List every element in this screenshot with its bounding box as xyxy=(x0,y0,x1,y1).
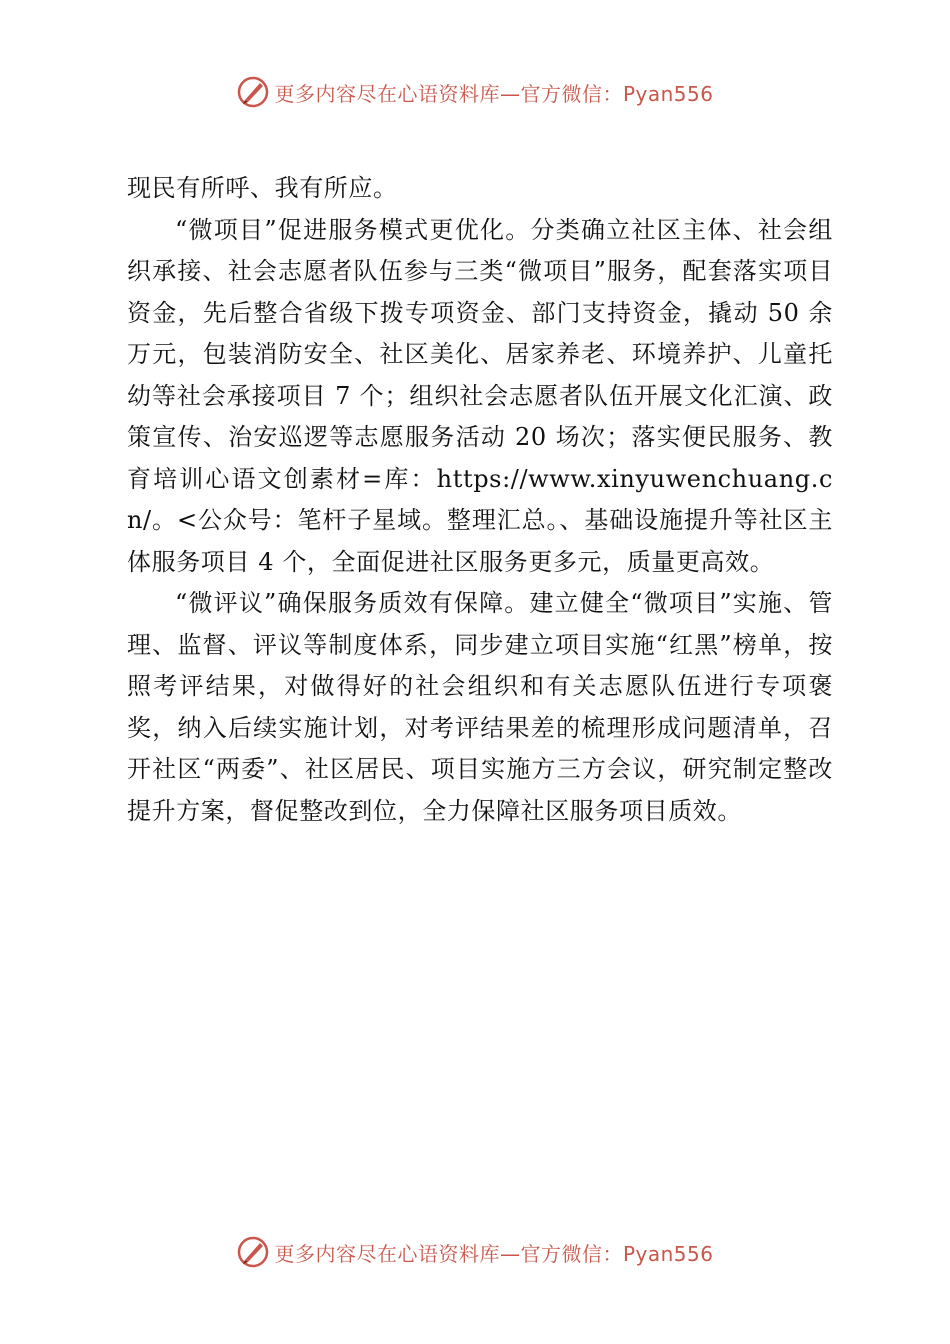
footer-watermark xyxy=(0,1230,950,1274)
paragraph-micro-review: “微评议”确保服务质效有保障。建立健全“微项目”实施、管理、监督、评议等制度体系，同步建立项目实施“红黑”榜单，按照考评结果，对做得好的社会组织和有关志愿队伍进行专项褒奖，纳入后续实施计划，对考评结果差的梳理形成问题清单，召开社区“两委”、社区居民、项目实施方三方会议，研究制定整改提升方案，督促整改到位，全力保障社区服务项目质效。 xyxy=(127,589,833,825)
paragraph-continuation: 现民有所呼、我有所应。 xyxy=(127,174,398,202)
header-banner-text: 更多内容尽在心语资料库—官方微信：Pyan556 xyxy=(274,81,714,106)
document-body xyxy=(127,168,833,832)
header-watermark xyxy=(0,70,950,114)
footer-banner-text: 更多内容尽在心语资料库—官方微信：Pyan556 xyxy=(274,1241,714,1266)
paragraph-micro-project: “微项目”促进服务模式更优化。分类确立社区主体、社会组织承接、社会志愿者队伍参与三类“微项目”服务，配套落实项目资金，先后整合省级下拨专项资金、部门支持资金，撬动 50 余万元，包装消防安全、社区美化、居家养老、环境养护、儿童托幼等社会承接项目 7 个；组织社会志愿者队伍开展文化汇演、政策宣传、治安巡逻等志愿服务活动 20 场次；落实便民服务、教育培训心语文创素材=库：https://www.xinyuwenchuang.cn/。<公众号：笔杆子星域。整理汇总。、基础设施提升等社区主体服务项目 4 个，全面促进社区服务更多元，质量更高效。 xyxy=(127,215,833,576)
pen-circle-logo-icon xyxy=(236,1235,270,1269)
pen-circle-logo-icon xyxy=(236,75,270,109)
